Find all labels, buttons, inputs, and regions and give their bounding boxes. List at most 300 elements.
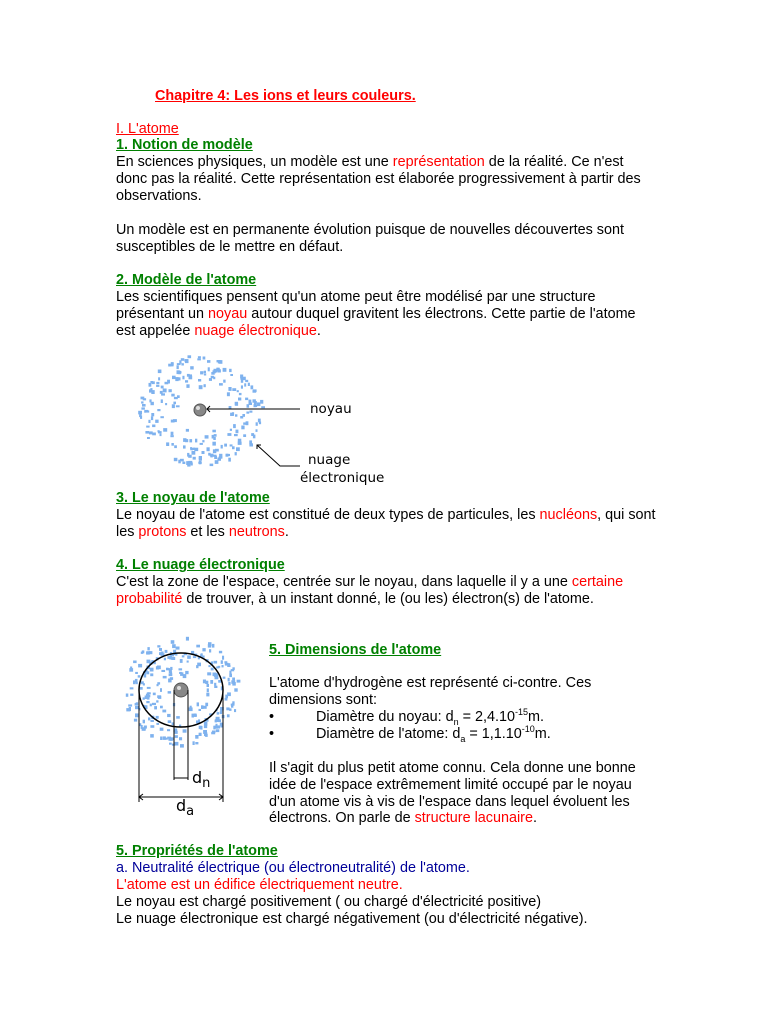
electron-dot <box>230 444 233 446</box>
label-d: d <box>192 768 203 787</box>
electron-dot <box>177 363 181 365</box>
label-sub-a: a <box>186 804 195 820</box>
statement-neutre: L'atome est un édifice électriquement neutre. <box>116 877 403 893</box>
electron-dot <box>256 429 258 432</box>
electron-dot <box>229 674 232 678</box>
electron-dot <box>249 411 252 413</box>
electron-dot <box>224 661 227 663</box>
electron-dot <box>214 369 218 373</box>
electron-dot <box>205 703 208 707</box>
electron-dot <box>222 665 224 667</box>
electron-dot <box>199 709 202 711</box>
electron-dot <box>251 385 254 389</box>
electron-dot <box>152 703 156 705</box>
subscript: n <box>453 716 459 727</box>
electron-dot <box>171 394 174 397</box>
subscript: a <box>460 733 466 744</box>
electron-dot <box>147 647 149 650</box>
electron-dot <box>257 402 260 406</box>
text: . <box>532 810 537 827</box>
electron-dot <box>135 706 139 709</box>
electron-dot <box>235 402 238 406</box>
electron-dot <box>183 729 187 732</box>
electron-dot <box>182 376 184 380</box>
electron-dot <box>199 733 202 736</box>
electron-dot <box>241 426 244 430</box>
electron-dot <box>226 454 230 456</box>
electron-dot <box>229 406 232 409</box>
bullet: • <box>269 709 275 725</box>
heading-noyau: 3. Le noyau de l'atome <box>116 490 270 506</box>
text: Le noyau de l'atome est constitué de deux types de particules, les <box>116 507 540 523</box>
electron-dot <box>133 661 137 664</box>
electron-dot <box>155 420 158 423</box>
electron-dot <box>204 384 206 387</box>
electron-dot <box>167 714 171 717</box>
electron-dot <box>238 398 241 401</box>
electron-dot <box>152 433 156 436</box>
electron-dot <box>136 702 139 705</box>
list-item <box>269 726 659 743</box>
electron-dot <box>168 720 172 723</box>
electron-dot <box>169 389 172 392</box>
electron-dot <box>230 374 233 376</box>
electron-dot <box>130 687 134 689</box>
electron-dot <box>209 378 212 381</box>
electron-dot <box>130 694 133 696</box>
electron-dot <box>151 416 153 420</box>
electron-dot <box>147 696 150 700</box>
electron-dot <box>177 377 181 380</box>
electron-dot <box>197 358 201 360</box>
electron-dot <box>143 683 145 685</box>
electron-dot <box>230 413 234 416</box>
electron-dot <box>231 704 235 706</box>
electron-dot <box>163 736 166 740</box>
electron-dot <box>216 717 220 720</box>
electron-dot <box>156 385 159 387</box>
electron-dot <box>208 665 210 667</box>
electron-dot <box>171 657 175 660</box>
electron-dot <box>249 443 253 446</box>
paragraph-nuage <box>116 574 656 608</box>
electron-dot <box>207 360 210 363</box>
electron-dot <box>217 712 220 715</box>
electron-dot <box>240 416 243 419</box>
electron-dot <box>228 458 231 462</box>
electron-dot <box>195 742 198 744</box>
electron-dot <box>261 406 265 408</box>
electron-dot <box>217 725 220 728</box>
nucleus-highlight <box>196 406 200 410</box>
electron-dot <box>186 637 189 641</box>
electron-dot <box>128 704 132 706</box>
electron-dot <box>142 727 146 731</box>
label-sub-n: n <box>202 776 211 792</box>
electron-dot <box>171 432 174 435</box>
electron-dot <box>179 672 182 674</box>
chapter-title: Chapitre 4: Les ions et leurs couleurs. <box>155 88 416 104</box>
electron-dot <box>158 696 161 699</box>
electron-dot <box>141 397 145 400</box>
electron-dot <box>167 656 170 659</box>
electron-dot <box>182 462 185 464</box>
electron-dot <box>211 732 215 735</box>
electron-dot <box>135 672 138 674</box>
electron-dot <box>193 741 195 745</box>
electron-dot <box>228 387 231 391</box>
electron-dot <box>150 668 154 672</box>
electron-dot <box>207 672 211 675</box>
electron-dot <box>185 380 188 382</box>
electron-dot <box>198 356 201 358</box>
electron-dot <box>223 677 226 679</box>
electron-dot <box>198 462 202 464</box>
paragraph-noyau <box>116 507 656 541</box>
electron-dot <box>190 447 192 449</box>
electron-dot <box>211 668 214 671</box>
electron-dot <box>208 367 210 371</box>
electron-dot <box>164 658 166 661</box>
paragraph-evolution: Un modèle est en permanente évolution puisque de nouvelles découvertes sont susceptibles de le mettre en défaut. <box>116 222 625 255</box>
electron-dot <box>199 458 202 461</box>
electron-dot <box>145 696 148 700</box>
electron-dot <box>246 412 249 414</box>
heading-proprietes: 5. Propriétés de l'atome <box>116 843 278 859</box>
electron-dot <box>182 655 185 657</box>
electron-dot <box>214 686 217 688</box>
electron-dot <box>198 719 200 722</box>
electron-dot <box>195 439 197 443</box>
electron-dot <box>150 673 153 676</box>
electron-dot <box>179 737 182 740</box>
highlight-protons: protons <box>138 523 187 540</box>
electron-dot <box>210 680 213 684</box>
electron-dot <box>240 375 243 379</box>
electron-dot <box>196 645 200 648</box>
electron-dot <box>207 688 209 692</box>
text: Il s'agit du plus petit atome connu. Cela donne une bonne idée de l'espace extrêmement limité occupé par le noyau d'un atome vis à vis de l'espace dans lequel évoluent les électrons. On parle de <box>269 760 636 827</box>
label-da <box>176 796 195 820</box>
electron-dot <box>234 688 237 691</box>
atom-model-diagram <box>130 345 400 490</box>
electron-dot <box>161 399 163 403</box>
electron-dot <box>213 726 215 730</box>
electron-dot <box>187 661 189 663</box>
electron-dot <box>203 357 206 360</box>
electron-dot <box>150 725 154 728</box>
electron-dot <box>176 647 180 650</box>
electron-dot <box>161 670 165 672</box>
electron-dot <box>145 431 149 434</box>
electron-dot <box>241 385 243 388</box>
section-title: I. L'atome <box>116 121 179 137</box>
electron-dot <box>200 443 203 445</box>
electron-dot <box>232 678 235 681</box>
electron-dot <box>213 449 216 453</box>
electron-dot <box>169 743 172 745</box>
electron-dot <box>160 416 164 418</box>
electron-dot <box>126 708 130 711</box>
text: m. <box>528 709 545 725</box>
electron-dot <box>167 729 170 731</box>
electron-dot <box>177 395 180 398</box>
electron-dot <box>216 729 220 732</box>
electron-dot <box>133 680 135 684</box>
electron-dot <box>160 434 162 437</box>
text: = 2,4.10 <box>458 709 516 725</box>
electron-dot <box>195 735 198 739</box>
bullet: • <box>269 725 275 742</box>
electron-dot <box>141 407 145 409</box>
electron-dot <box>203 706 207 709</box>
electron-dot <box>205 435 209 438</box>
electron-dot <box>176 716 180 719</box>
electron-dot <box>218 719 221 722</box>
arrow-line-nuage <box>257 445 300 466</box>
electron-dot <box>214 683 216 686</box>
text: = 1,1.10 <box>465 725 522 742</box>
electron-dot <box>170 435 173 437</box>
electron-dot <box>213 437 216 440</box>
electron-dot <box>168 679 172 683</box>
electron-dot <box>145 705 147 709</box>
electron-dot <box>253 435 256 439</box>
electron-dot <box>156 716 159 719</box>
text: En sciences physiques, un modèle est une <box>116 154 393 170</box>
electron-dot <box>143 697 145 699</box>
electron-dot <box>186 384 189 388</box>
electron-dot <box>217 368 220 372</box>
electron-dot <box>202 451 205 454</box>
electron-dot <box>174 458 178 461</box>
heading-notion-modele: 1. Notion de modèle <box>116 137 253 153</box>
electron-dot <box>187 463 190 467</box>
electron-dot <box>214 456 217 459</box>
electron-dot <box>152 381 155 384</box>
electron-dot <box>173 402 176 405</box>
electron-dot <box>165 403 167 405</box>
electron-dot <box>234 709 236 712</box>
electron-dot <box>214 434 217 437</box>
label-noyau: noyau <box>310 401 352 417</box>
electron-dot <box>233 424 236 428</box>
label-d: d <box>176 796 187 815</box>
text: Diamètre du noyau: d <box>316 709 454 725</box>
electron-dot <box>134 719 137 722</box>
electron-dot <box>160 706 163 709</box>
electron-dot <box>140 687 143 690</box>
electron-dot <box>237 390 239 392</box>
electron-dot <box>165 650 168 653</box>
electron-dot <box>159 648 162 651</box>
electron-dot <box>228 682 230 685</box>
paragraph-modele-atome <box>116 289 656 339</box>
electron-dot <box>149 431 153 434</box>
electron-dot <box>157 645 160 647</box>
electron-dot <box>148 692 151 694</box>
electron-dot <box>235 414 237 416</box>
electron-dot <box>170 667 172 670</box>
electron-dot <box>236 447 240 451</box>
text: Les scientifiques pensent qu'un atome peut être modélisé par une structure présentant un <box>116 289 596 322</box>
electron-dot <box>215 720 217 723</box>
electron-dot <box>254 404 257 407</box>
electron-dot <box>208 453 210 456</box>
electron-dot <box>152 425 155 428</box>
electron-dot <box>223 368 227 372</box>
electron-dot <box>175 742 179 746</box>
electron-dot <box>173 419 177 422</box>
electron-dot <box>135 682 137 685</box>
electron-dot <box>146 701 149 703</box>
line-nuage-charge: Le nuage électronique est chargé négativement (ou d'électricité négative). <box>116 911 588 927</box>
electron-dot <box>204 371 206 373</box>
electron-dot <box>223 380 225 383</box>
electron-dot <box>146 652 150 655</box>
electron-dot <box>227 663 230 665</box>
list-item <box>269 709 659 726</box>
electron-dot <box>172 644 176 648</box>
electron-dot <box>206 693 209 697</box>
subheading-neutralite: a. Neutralité électrique (ou électroneutralité) de l'atome. <box>116 860 470 876</box>
electron-dot <box>183 445 186 448</box>
dimensions-list <box>269 709 659 743</box>
electron-dot <box>149 383 152 387</box>
electron-dot <box>168 668 171 670</box>
electron-dot <box>177 365 179 369</box>
electron-dot <box>199 385 203 389</box>
electron-dot <box>235 452 237 455</box>
electron-dot <box>157 409 160 411</box>
electron-dot <box>166 738 168 740</box>
electron-dot <box>147 437 150 439</box>
electron-dot <box>219 456 223 458</box>
electron-dot <box>234 434 238 436</box>
electron-dot <box>171 640 175 644</box>
highlight-probabilite: certaine probabilité <box>116 574 624 607</box>
electron-dot <box>141 652 143 654</box>
electron-dot <box>227 433 231 436</box>
electron-dot <box>212 644 215 648</box>
electron-dot <box>199 726 202 729</box>
electron-dot <box>143 720 145 724</box>
electron-dot <box>179 668 183 670</box>
text: C'est la zone de l'espace, centrée sur le noyau, dans laquelle il y a une <box>116 574 572 590</box>
hydrogen-atom-figure <box>118 630 258 820</box>
nucleus-highlight <box>177 686 181 690</box>
electron-dot <box>210 454 213 458</box>
heading-dimensions: 5. Dimensions de l'atome <box>269 642 442 658</box>
electron-dot <box>187 453 189 457</box>
electron-dot <box>185 359 189 363</box>
electron-dot <box>153 693 156 696</box>
electron-dot <box>204 722 208 726</box>
electron-dot <box>138 411 142 415</box>
electron-dot <box>225 695 228 699</box>
electron-dot <box>259 422 261 425</box>
electron-dot <box>180 371 182 373</box>
electron-dot <box>207 684 210 687</box>
electron-dot <box>168 364 171 367</box>
electron-dot <box>216 666 219 668</box>
electron-dot <box>247 404 250 408</box>
electron-dot <box>193 656 196 658</box>
electron-dot <box>204 373 206 375</box>
electron-dot <box>214 661 218 664</box>
electron-dot <box>227 392 230 396</box>
electron-dot <box>201 705 204 709</box>
electron-dot <box>225 698 228 701</box>
electron-dot <box>229 671 231 674</box>
electron-dot <box>156 723 159 725</box>
electron-dot <box>130 667 132 670</box>
electron-dot <box>215 676 219 680</box>
electron-dot <box>158 370 162 374</box>
text: . <box>316 322 321 339</box>
paragraph-lacunaire <box>269 760 659 827</box>
electron-dot <box>181 363 184 365</box>
electron-dot <box>150 704 152 707</box>
electron-dot <box>232 388 236 391</box>
electron-dot <box>219 360 222 364</box>
electron-dot <box>209 649 211 652</box>
electron-dot <box>229 708 231 711</box>
text: , qui sont les <box>116 507 656 540</box>
electron-dot <box>203 730 207 734</box>
electron-dot <box>189 439 192 442</box>
electron-dot <box>219 383 223 386</box>
electron-dot <box>185 671 188 674</box>
electron-dot <box>187 655 191 659</box>
electron-dot <box>180 459 184 462</box>
line-noyau-charge: Le noyau est chargé positivement ( ou chargé d'électricité positive) <box>116 894 542 910</box>
paragraph-dimensions-intro: L'atome d'hydrogène est représenté ci-contre. Ces dimensions sont: <box>269 675 592 708</box>
paragraph-modele <box>116 154 656 204</box>
electron-dot <box>183 674 187 678</box>
electron-dot <box>146 426 149 428</box>
electron-dot <box>202 648 205 651</box>
electron-dot <box>248 383 250 386</box>
nucleus-icon <box>194 404 206 416</box>
electron-dot <box>207 447 210 451</box>
electron-dot <box>203 680 206 684</box>
electron-dot <box>195 714 197 716</box>
electron-dot <box>156 382 159 384</box>
electron-dot <box>140 416 142 419</box>
heading-modele-atome: 2. Modèle de l'atome <box>116 272 257 288</box>
electron-dot <box>166 442 169 446</box>
electron-dot <box>232 446 235 449</box>
electron-dot <box>169 673 173 676</box>
electron-dot <box>189 374 192 377</box>
electron-dot <box>167 380 170 384</box>
electron-dot <box>150 734 154 738</box>
electron-dot <box>260 400 263 404</box>
electron-dot <box>180 659 183 663</box>
electron-dot <box>249 400 252 403</box>
superscript: -10 <box>521 724 535 734</box>
electron-dot <box>192 714 195 718</box>
highlight-representation: représentation <box>392 154 485 170</box>
text: de trouver, à un instant donné, le (ou les) électron(s) de l'atome. <box>182 590 594 607</box>
electron-dot <box>151 413 154 416</box>
electron-dot <box>232 682 236 686</box>
text: de la réalité. Ce n'est donc pas la réalité. Cette représentation est élaborée progressivement à partir des observations. <box>116 154 641 204</box>
text: m. <box>534 725 551 742</box>
electron-dot <box>221 660 223 664</box>
electron-dot <box>174 445 177 448</box>
